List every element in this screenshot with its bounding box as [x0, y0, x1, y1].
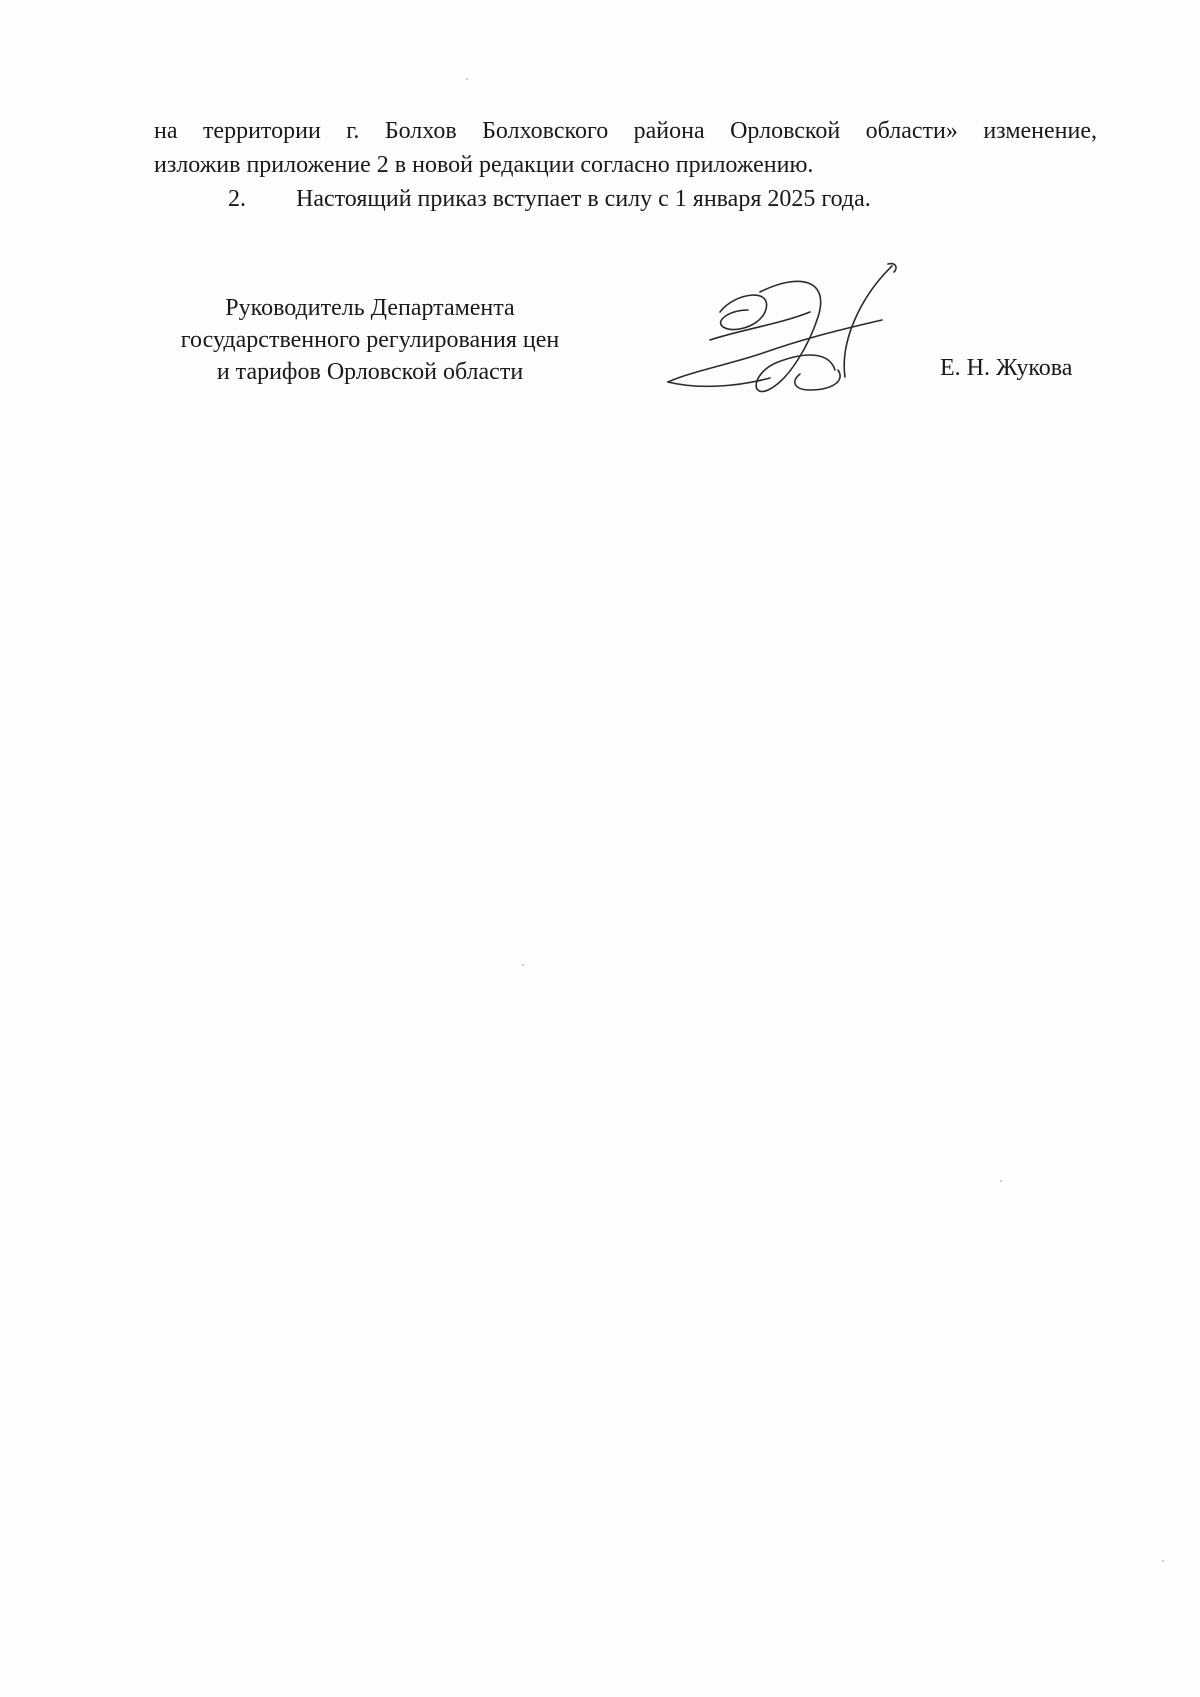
scan-speck — [1162, 1560, 1164, 1562]
signer-position-title — [140, 292, 600, 388]
item-number: 2. — [228, 186, 246, 212]
signer-title-line-3: и тарифов Орловской области — [216, 359, 524, 385]
handwritten-signature — [660, 262, 920, 412]
scan-speck — [466, 78, 468, 80]
signer-title-line-2: государственного регулирования цен — [180, 327, 560, 353]
signer-name: Е. Н. Жукова — [940, 355, 1073, 381]
paragraph-line-1: на территории г. Болхов Болховского района Орловской области» изменение, — [154, 118, 1097, 144]
document-body — [154, 114, 1097, 216]
numbered-item-2 — [154, 182, 1097, 216]
scan-speck — [1000, 1180, 1002, 1182]
item-text: Настоящий приказ вступает в силу с 1 января 2025 года. — [296, 186, 871, 212]
signer-title-line-1: Руководитель Департамента — [225, 295, 515, 321]
scan-speck — [522, 964, 524, 966]
paragraph-line-2: изложив приложение 2 в новой редакции согласно приложению. — [154, 152, 814, 178]
